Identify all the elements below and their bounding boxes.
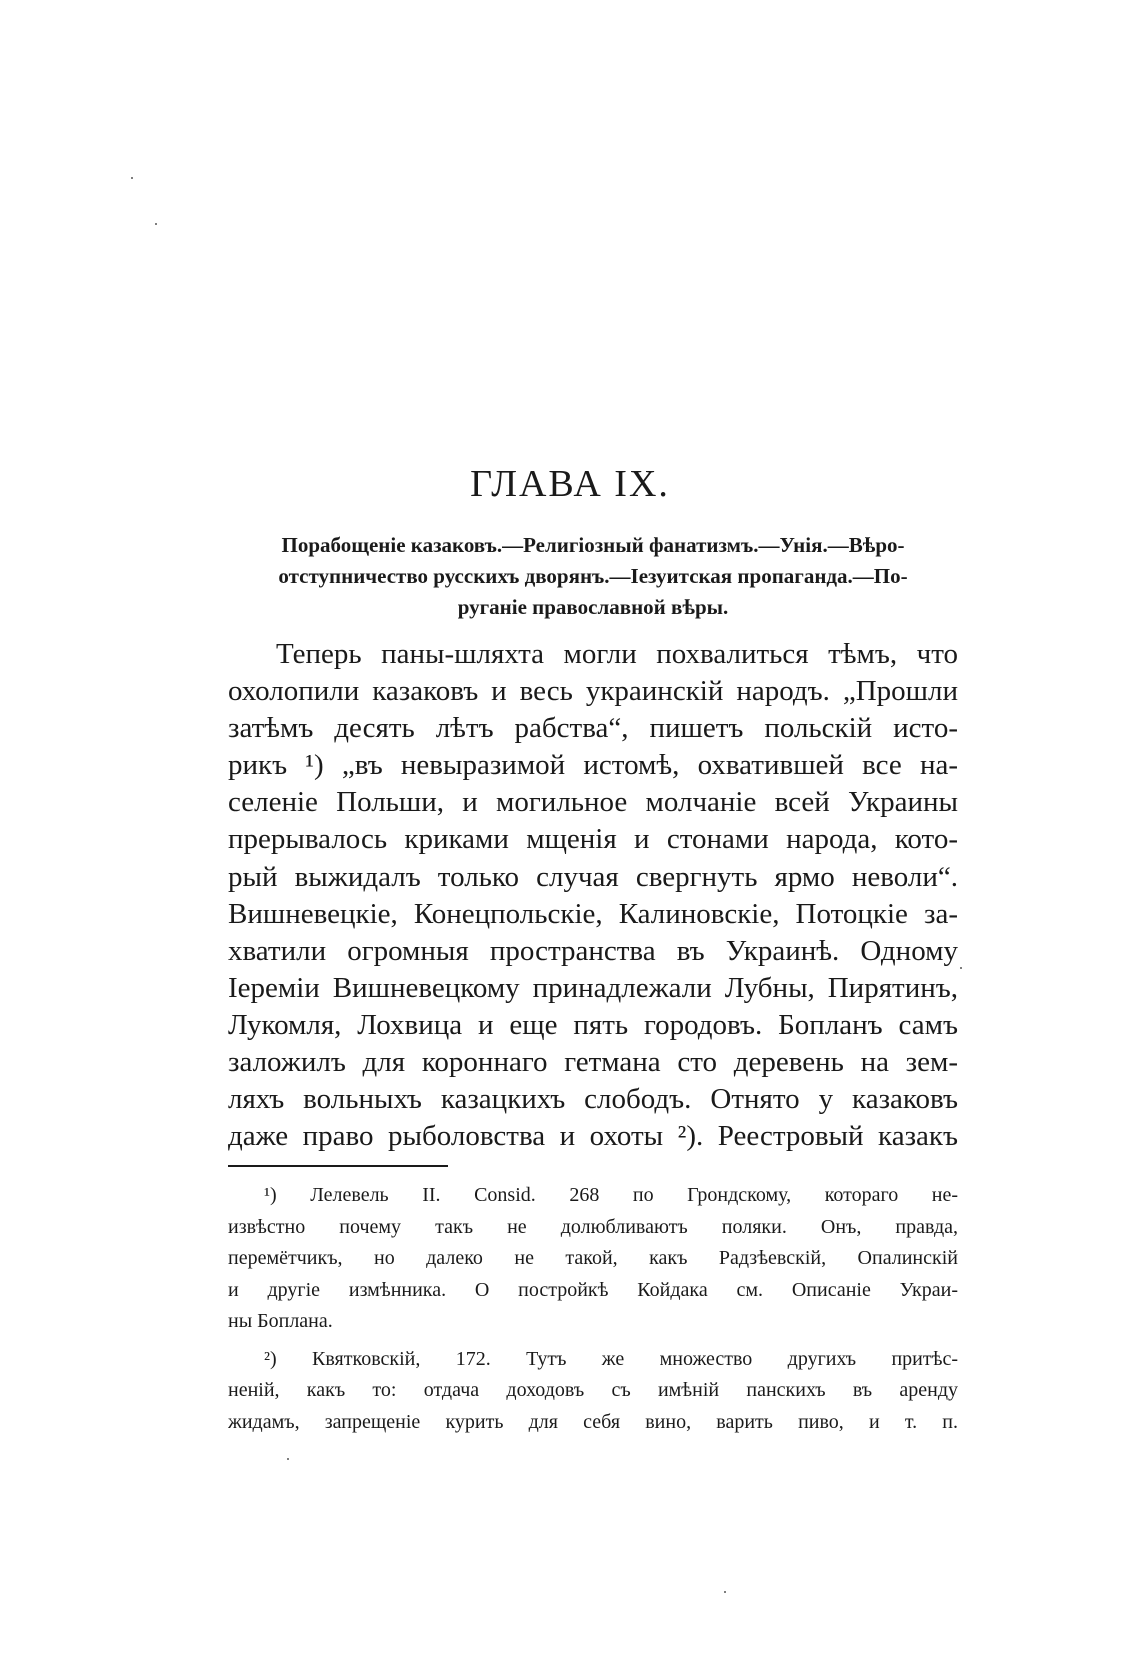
body-paragraph bbox=[228, 636, 958, 1155]
body-line: ляхъ вольныхъ казацкихъ слободъ. Отнято у казаковъ bbox=[228, 1083, 958, 1116]
summary-line: Порабощеніе казаковъ.—Религіозный фанатизмъ.—Унія.—Вѣро- bbox=[281, 533, 905, 557]
footnote-line: ¹) Лелевель II. Consid. 268 по Грондскому, котораго не- bbox=[264, 1184, 958, 1206]
body-line: охолопили казаковъ и весь украинскій народъ. „Прошли bbox=[228, 675, 958, 708]
scan-speck bbox=[724, 1591, 726, 1593]
footnote-line: извѣстно почему такъ не долюбливаютъ поляки. Онъ, правда, bbox=[228, 1215, 958, 1238]
scan-speck bbox=[287, 1458, 289, 1460]
footnote-line: ²) Квятковскій, 172. Тутъ же множество другихъ притѣс- bbox=[264, 1347, 958, 1370]
footnote-line: неній, какъ то: отдача доходовъ съ имѣній панскихъ въ аренду bbox=[228, 1379, 958, 1401]
footnote-line: жидамъ, запрещеніе курить для себя вино, варить пиво, и т. п. bbox=[228, 1410, 958, 1433]
body-line: прерывалось криками мщенія и стонами народа, кото- bbox=[228, 823, 958, 856]
footnote-divider bbox=[228, 1165, 448, 1167]
summary-line: руганіе православной вѣры. bbox=[457, 595, 729, 619]
body-line: рикъ ¹) „въ невыразимой истомѣ, охватившей все на- bbox=[228, 749, 958, 782]
summary-line: отступничество русскихъ дворянъ.—Іезуитская пропаганда.—По- bbox=[278, 564, 908, 588]
body-line: хватили огромныя пространства въ Украинѣ. Одному bbox=[228, 934, 958, 967]
body-line: рый выжидалъ только случая свергнуть ярмо неволи“. bbox=[228, 860, 958, 893]
chapter-summary bbox=[228, 530, 958, 623]
footnote-1 bbox=[228, 1180, 958, 1338]
body-line: даже право рыболовства и охоты ²). Реестровый казакъ bbox=[228, 1120, 958, 1153]
scan-speck bbox=[960, 967, 962, 969]
footnotes bbox=[228, 1180, 958, 1438]
footnote-line: и другіе измѣнника. О постройкѣ Койдака см. Описаніе Украи- bbox=[228, 1278, 958, 1301]
footnote-2 bbox=[228, 1344, 958, 1439]
chapter-title: ГЛАВА IX. bbox=[470, 463, 670, 505]
body-line: Іереміи Вишневецкому принадлежали Лубны, Пирятинъ, bbox=[228, 971, 958, 1004]
scan-speck bbox=[131, 177, 133, 179]
body-line: Теперь паны-шляхта могли похвалиться тѣмъ, что bbox=[276, 638, 958, 670]
footnote-line: ны Боплана. bbox=[228, 1310, 333, 1332]
body-line: селеніе Польши, и могильное молчаніе всей Украины bbox=[228, 786, 958, 819]
body-line: Вишневецкіе, Конецпольскіе, Калиновскіе, Потоцкіе за- bbox=[228, 897, 958, 930]
body-line: затѣмъ десять лѣтъ рабства“, пишетъ польскій исто- bbox=[228, 712, 958, 745]
scan-speck bbox=[155, 223, 157, 225]
footnote-line: перемётчикъ, но далеко не такой, какъ Радзѣевскій, Опалинскій bbox=[228, 1247, 958, 1269]
body-line: Лукомля, Лохвица и еще пять городовъ. Бопланъ самъ bbox=[228, 1008, 958, 1041]
body-line: заложилъ для короннаго гетмана сто деревень на зем- bbox=[228, 1046, 958, 1079]
